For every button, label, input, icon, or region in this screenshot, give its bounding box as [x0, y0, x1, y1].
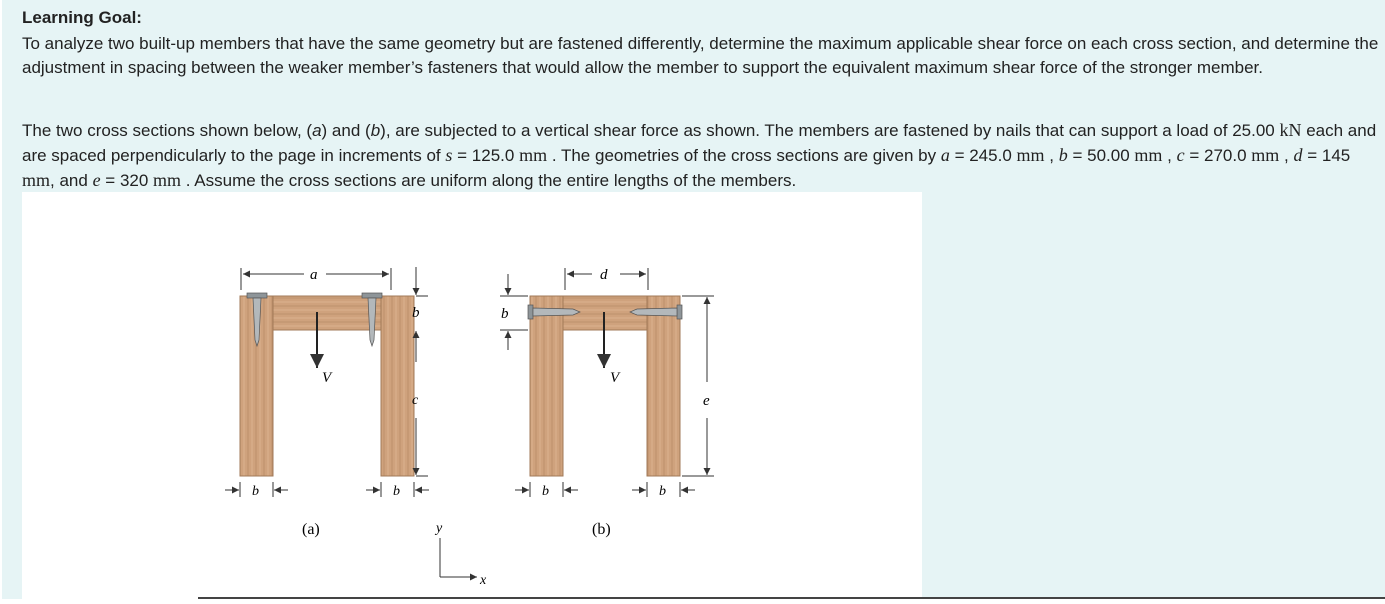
section-a-dim-a-label: a	[310, 267, 318, 283]
section-b-web-left-b-label: b	[542, 484, 549, 499]
section-b-shear-label: V	[610, 370, 620, 386]
section-b-right-web	[647, 296, 680, 476]
cross-section-figure	[22, 192, 922, 599]
section-a-web-right-b-label: b	[393, 484, 400, 499]
cross-section-diagram	[22, 192, 922, 599]
section-b-dim-b-label: b	[501, 306, 509, 322]
section-a-right-web	[381, 296, 414, 476]
x-axis-label: x	[480, 573, 487, 588]
section-a-shear-label: V	[322, 370, 332, 386]
section-b-dim-e-label: e	[703, 393, 710, 409]
section-b	[500, 267, 714, 538]
coordinate-axes	[434, 521, 487, 588]
y-axis-label: y	[436, 521, 443, 536]
learning-goal-text: To analyze two built-up members that have the same geometry but are fastened differently, determine the maximum applicable shear force on each cross section, and determine the adjustment in spacing between the weaker member’s fasteners that would allow the member to support the equivalent maximum shear force of the stronger member.	[22, 34, 1379, 77]
section-b-web-right-b-label: b	[659, 484, 666, 499]
section-a-caption: (a)	[302, 521, 320, 538]
section-a-web-left-b-label: b	[252, 484, 259, 499]
section-a-dim-c-label: c	[412, 393, 419, 408]
section-b-dim-d-label: d	[600, 267, 608, 283]
learning-goal-title: Learning Goal:	[22, 8, 142, 27]
section-b-left-web	[530, 296, 563, 476]
problem-statement: The two cross sections shown below, (a) and (b), are subjected to a vertical shear force as shown. The members are fastened by nails that can support a load of 25.00 kN each and are spaced perpendicularly to the page in increments of s = 125.0 mm . The geometries of the cross sections are given by a = 245.0 mm , b = 50.00 mm , c = 270.0 mm , d = 145 mm, and e = 320 mm . Assume the cross sections are uniform along the entire lengths of the members.	[22, 120, 1377, 190]
section-b-caption: (b)	[592, 521, 611, 538]
section-a	[225, 267, 429, 538]
section-a-dim-b-label: b	[412, 305, 420, 321]
